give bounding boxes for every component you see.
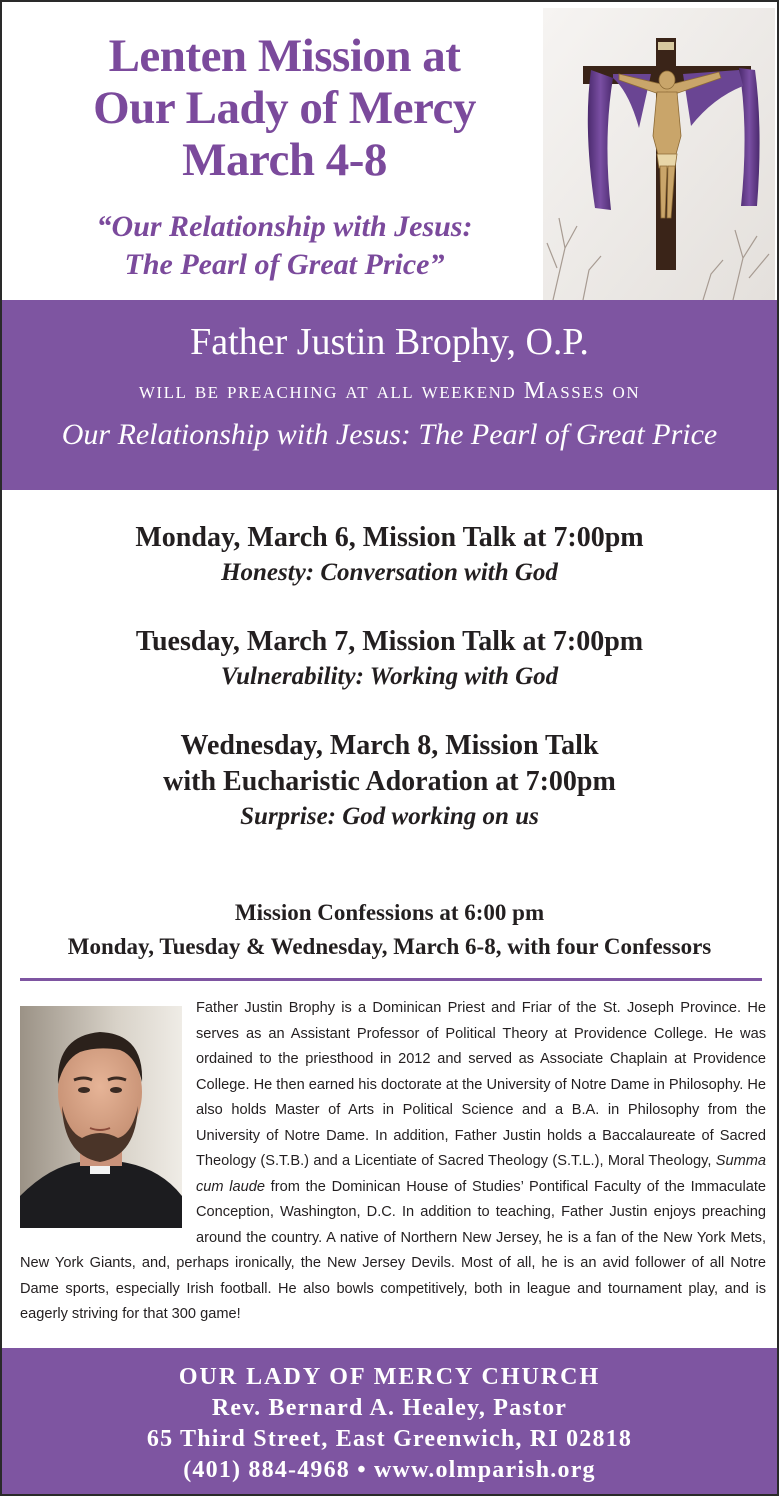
event-heading-line-2: with Eucharistic Adoration at 7:00pm: [163, 766, 616, 797]
church-contact: (401) 884-4968 • www.olmparish.org: [183, 1457, 596, 1483]
event-subtitle: Vulnerability: Working with God: [220, 663, 559, 690]
event-monday: [2, 520, 777, 590]
bio-italic-text: Summa cum laude: [196, 1153, 766, 1195]
subtitle-line-1: “Our Relationship with Jesus:: [96, 210, 473, 243]
church-address: 65 Third Street, East Greenwich, RI 02818: [146, 1426, 633, 1452]
event-wednesday: [2, 728, 777, 834]
confessions-days: Monday, Tuesday & Wednesday, March 6-8, with four Confessors: [67, 934, 712, 959]
subtitle-line-2: The Pearl of Great Price”: [124, 248, 445, 281]
preacher-name: Father Justin Brophy, O.P.: [190, 321, 589, 363]
preacher-banner: [2, 300, 777, 490]
confessions-info: [2, 896, 777, 964]
title-line-3: March 4-8: [182, 134, 387, 186]
bio-text-continued: from the Dominican House of Studies’ Pontifical Faculty of the Immaculate Conception, Washington, D.C. In addition to teaching, Father Justin enjoys preaching around the country. A native of Northern New Jersey, he is a fan of the New York Mets, New York Giants, and, perhaps ironically, the New Jersey Devils. Most of all, he is an avid follower of all Notre Dame sports, especially Irish football. He also bowls competitively, both in league and tournament play, and is eagerly striving for that 300 game!: [20, 1178, 766, 1322]
event-tuesday: [2, 624, 777, 694]
footer: [2, 1348, 777, 1496]
crucifix-image: [543, 8, 775, 300]
priest-portrait: [20, 1006, 182, 1228]
event-subtitle: Surprise: God working on us: [240, 803, 539, 830]
pastor-name: Rev. Bernard A. Healey, Pastor: [211, 1395, 568, 1421]
talk-schedule: [2, 520, 777, 868]
preaching-note: will be preaching at all weekend Masses on: [138, 378, 641, 404]
title-line-2: Our Lady of Mercy: [93, 82, 476, 134]
event-heading: Tuesday, March 7, Mission Talk at 7:00pm: [135, 626, 644, 657]
bio-text: Father Justin Brophy is a Dominican Priest and Friar of the St. Joseph Province. He serves as an Assistant Professor of Political Theory at Providence College. He was ordained to the priesthood in 2012 and served as Associate Chaplain at Providence College. He then earned his doctorate at the University of Notre Dame in Philosophy. He also holds Master of Arts in Political Science and a B.A. in Philosophy from the University of Notre Dame. In addition, Father Justin holds a Baccalaureate of Sacred Theology (S.T.B.) and a Licentiate of Sacred Theology (S.T.L.), Moral Theology,: [196, 1000, 766, 1169]
church-name: OUR LADY OF MERCY CHURCH: [178, 1364, 601, 1390]
page-title: [32, 30, 537, 186]
bio-section: [20, 996, 766, 1328]
title-line-1: Lenten Mission at: [108, 30, 461, 82]
event-subtitle: Honesty: Conversation with God: [221, 559, 558, 586]
event-heading: Wednesday, March 8, Mission Talk: [180, 730, 599, 761]
subtitle: [32, 208, 537, 284]
divider: [20, 978, 762, 981]
header: [2, 2, 777, 300]
event-heading: Monday, March 6, Mission Talk at 7:00pm: [135, 522, 644, 553]
confessions-time: Mission Confessions at 6:00 pm: [234, 900, 545, 925]
mission-topic: Our Relationship with Jesus: The Pearl of Great Price: [61, 418, 718, 451]
